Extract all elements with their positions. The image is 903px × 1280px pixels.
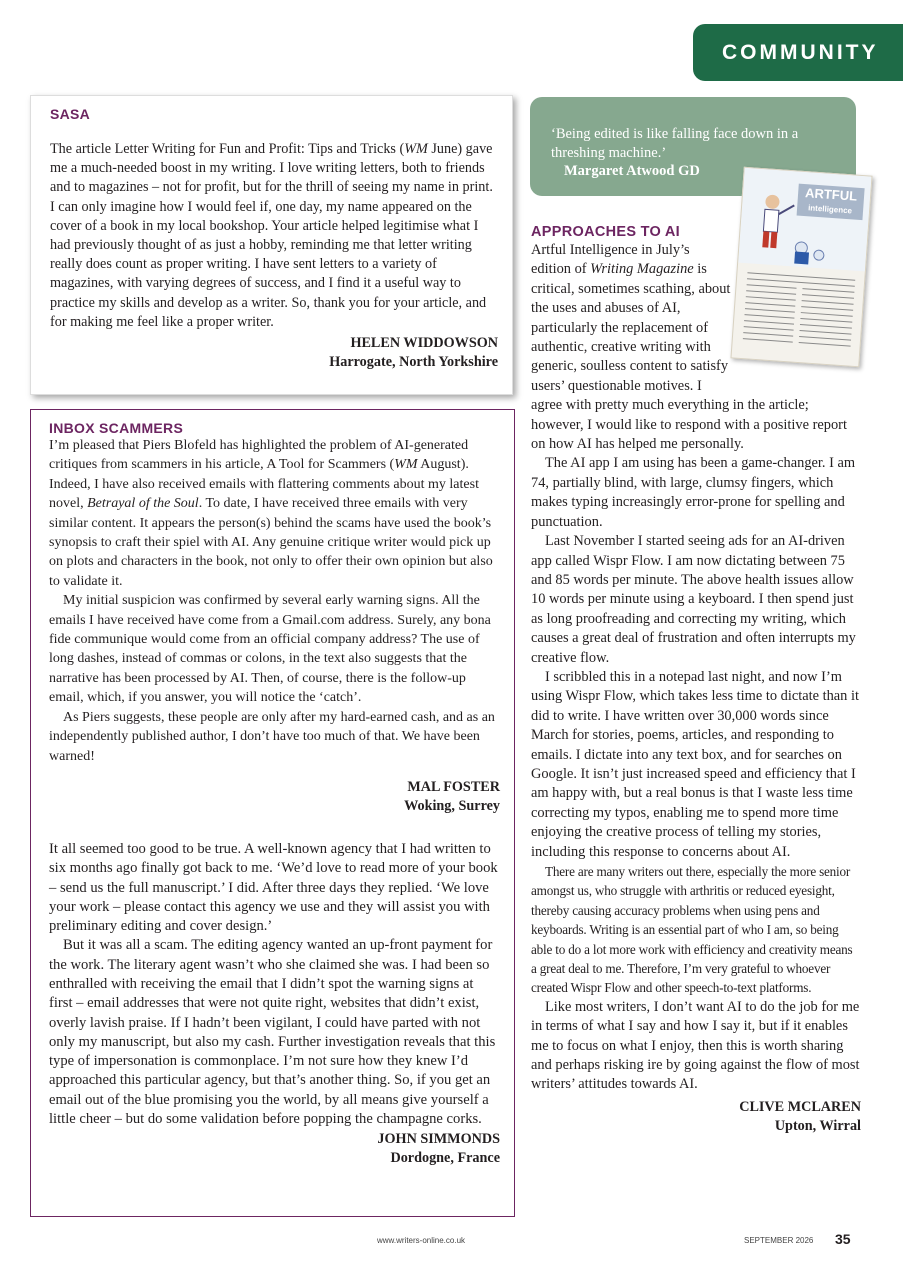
letter-body: It all seemed too good to be true. A well-known agency that I had written to six months ago finally got back to me. ‘We’d love to read more of your book – send us the full manuscript.’ I did. After three days they replied. ‘We love your work – please contact this agency we use and they will assist you with preliminary editing and cover design.’ But it was all a scam. The editing agency wanted an up-front payment for the work. The literary agent wasn’t who she claimed she was. I had been so enthralled with receiving the email that I didn’t spot the warning signs at first – email addresses that were not quite right, websites that didn’t exist, overly lavish praise. If I hadn’t been vigilant, I could have parted with not only my manuscript, but also my cash. Further investigation reveals that this type of impersonation is commonplace. I’m not sure how they knew I’d approached this particular agency, but that’s another thing. So, if you get an email out of the blue promising you the world, by all means give yourself a little cheer – but do some validation before popping the champagne corks.: [49, 840, 498, 1128]
section-tab: COMMUNITY: [693, 24, 903, 81]
quote-attribution: Margaret Atwood GD: [564, 163, 700, 179]
letter-author: MAL FOSTER: [407, 778, 500, 795]
letter-heading: SASA: [50, 106, 91, 122]
letter-heading: APPROACHES TO AI: [531, 224, 681, 240]
letter-sasa: [30, 95, 513, 395]
letter-body: Artful Intelligence in July’s edition of Writing Magazine is critical, sometimes scathing, about the uses and abuses of AI, particularly the replacement of authentic, creative writing with generic, soulless content to satisfy users’ questionable motives. I agree with pretty much everything in the article; however, I would like to respond with a positive report on how AI has helped me personally. The AI app I am using has been a game-changer. I am 74, partially blind, with large, clumsy fingers, which makes typing increasingly error-prone for spelling and punctuation. Last November I started seeing ads for an AI-driven app called Wispr Flow. I am now dictating between 75 and 85 words per minute. The above health issues allow 10 words per minute using a keyboard. I then spend just as long proofreading and correcting my writing, which causes a great deal of frustration and often interrupts my creative flow. I scribbled this in a notepad last night, and now I’m using Wispr Flow, which takes less time to dictate than it did to write. I have written over 30,000 words since March for stories, poems, articles, and responding to emails. I dictate into any text box, and for searches on Google. It isn’t just increased speed and efficiency that I am happy with, but a real bonus is that I waste less time correcting my typos, enabling me to spend more time enjoying the creative process of telling my stories, including this response to concerns about AI. There are many writers out there, especially the more senior amongst us, who struggle with arthritis or reduced eyesight, thereby causing accuracy problems when using pens and keyboards. Writing is an essential part of who I am, so being able to do a lot more work with efficiency and creativity means a great deal to me. Therefore, I’m very grateful to whoever created Wispr Flow and other speech-to-text platforms. Like most writers, I don’t want AI to do the job for me in terms of what I say and how I say it, but if it enables me to focus on what I enjoy, then this is worth sharing and perhaps risking ire by going against the flow of most writers’ attitudes towards AI.: [531, 242, 860, 1093]
letter-location: Woking, Surrey: [404, 797, 500, 814]
page-number: 35: [835, 1231, 851, 1247]
letter-approaches-to-ai: [531, 224, 861, 1136]
letter-body: I’m pleased that Piers Blofeld has highlighted the problem of AI-generated critiques from scammers in his article, A Tool for Scammers (WM August). Indeed, I have also received emails with flattering comments about my latest novel, Betrayal of the Soul. To date, I have received three emails with very similar content. It appears the person(s) behind the scams have used the book’s synopsis to craft their spiel with AI. Any genuine critique writer would pick up on plots and characters in the book, not only to offer their own opinion but also to validate it. My initial suspicion was confirmed by several early warning signs. All the emails I have received have come from a Gmail.com address. Surely, any bona fide communique would come from an official company address? The use of long dashes, instead of commas or colons, in the text also suggests that the narrative has been processed by AI. Then, of course, there is the follow-up email, which, if you answer, you will notice the ‘catch’. As Piers suggests, these people are only after my hard-earned cash, and as an independently published author, I don’t have too much of that. We have been warned!: [49, 438, 495, 764]
letter-author: JOHN SIMMONDS: [377, 1131, 500, 1148]
letter-body: The article Letter Writing for Fun and Profit: Tips and Tricks (WM June) gave me a much-needed boost in my writing. I love writing letters, both to friends and to magazines – not for profit, but for the thrill of seeing my name in print. I can only imagine how I would feel if, one day, my name appeared on the cover of a book in my local bookshop. Your article helped legitimise what I had previously thought of as just a hobby, reminding me that letter writing really does count as proper writing. I have sent letters to a variety of magazines, with varying degrees of success, and I find it a useful way to practice my skills and develop as a writer. So, thank you for your article, and for making me feel like a proper writer.: [50, 141, 493, 330]
letter-location: Dordogne, France: [390, 1150, 500, 1167]
letter-box-scammers: [30, 409, 515, 1217]
footer-url: www.writers-online.co.uk: [377, 1236, 466, 1245]
cover-title: ARTFUL intelligence: [797, 184, 865, 221]
letter-author: HELEN WIDDOWSON: [350, 335, 498, 352]
letter-author: CLIVE MCLAREN: [739, 1098, 861, 1115]
letter-location: Upton, Wirral: [774, 1117, 861, 1134]
footer-issue: SEPTEMBER 2026: [744, 1236, 814, 1245]
letter-location: Harrogate, North Yorkshire: [329, 354, 498, 371]
quote-text: ‘Being edited is like falling face down in a threshing machine.’: [551, 126, 799, 161]
letter-heading: INBOX SCAMMERS: [49, 420, 184, 436]
